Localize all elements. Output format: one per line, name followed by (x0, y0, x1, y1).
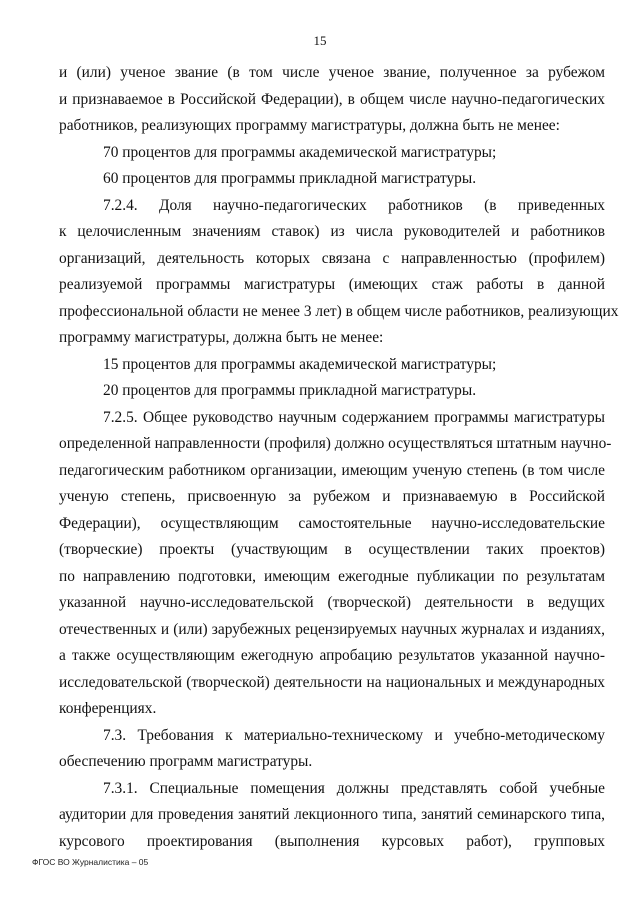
text-line: определенной направленности (профиля) должно осуществляться штатным научно- (59, 435, 612, 452)
document-footer: ФГОС ВО Журналистика – 05 (32, 857, 149, 867)
text-line: к целочисленным значениям ставок) из числа руководителей и работников (59, 223, 605, 240)
text-line: реализуемой программы магистратуры (имеющих стаж работы в данной (59, 276, 605, 293)
text-line: работников, реализующих программу магистратуры, должна быть не менее: (59, 117, 560, 134)
text-line: конференциях. (59, 700, 157, 717)
text-line: 7.3.1. Специальные помещения должны представлять собой учебные (103, 779, 605, 797)
text-line: 20 процентов для программы прикладной магистратуры. (103, 382, 477, 399)
text-line: 15 процентов для программы академической магистратуры; (103, 355, 497, 373)
text-line: по направлению подготовки, имеющим ежегодные публикации по результатам (59, 567, 605, 585)
text-line: программу магистратуры, должна быть не менее: (59, 329, 384, 346)
text-line: а также осуществляющим ежегодную апробацию результатов указанной научно- (59, 647, 605, 664)
document-body (59, 60, 619, 855)
text-line: 70 процентов для программы академической магистратуры; (103, 143, 497, 161)
text-line: профессиональной области не менее 3 лет) в общем числе работников, реализующих (59, 302, 619, 320)
text-line: курсового проектирования (выполнения курсовых работ), групповых (59, 832, 605, 850)
text-line: организаций, деятельность которых связана с направленностью (профилем) (59, 249, 605, 267)
text-line: и (или) ученое звание (в том числе ученое звание, полученное за рубежом (59, 64, 605, 81)
text-line: указанной научно-исследовательской (творческой) деятельности в ведущих (59, 594, 605, 611)
text-line: обеспечению программ магистратуры. (59, 753, 313, 770)
text-line: 60 процентов для программы прикладной магистратуры. (103, 170, 477, 187)
text-line: и признаваемое в Российской Федерации), в общем числе научно-педагогических (59, 90, 605, 108)
text-line: педагогическим работником организации, имеющим ученую степень (в том числе (59, 461, 605, 479)
text-line: аудитории для проведения занятий лекционного типа, занятий семинарского типа, (59, 806, 605, 823)
text-line: Федерации), осуществляющим самостоятельные научно-исследовательские (59, 514, 605, 532)
text-line: (творческие) проекты (участвующим в осуществлении таких проектов) (59, 541, 605, 558)
text-line: ученую степень, присвоенную за рубежом и признаваемую в Российской (59, 488, 605, 505)
text-line: отечественных и (или) зарубежных рецензируемых научных журналах и изданиях, (59, 620, 605, 638)
text-line: 7.2.4. Доля научно-педагогических работников (в приведенных (103, 196, 605, 214)
text-line: 7.2.5. Общее руководство научным содержанием программы магистратуры (103, 408, 605, 426)
text-line: 7.3. Требования к материально-техническому и учебно-методическому (103, 726, 605, 744)
page-number: 15 (313, 33, 327, 48)
text-line: исследовательской (творческой) деятельности на национальных и международных (59, 673, 605, 691)
